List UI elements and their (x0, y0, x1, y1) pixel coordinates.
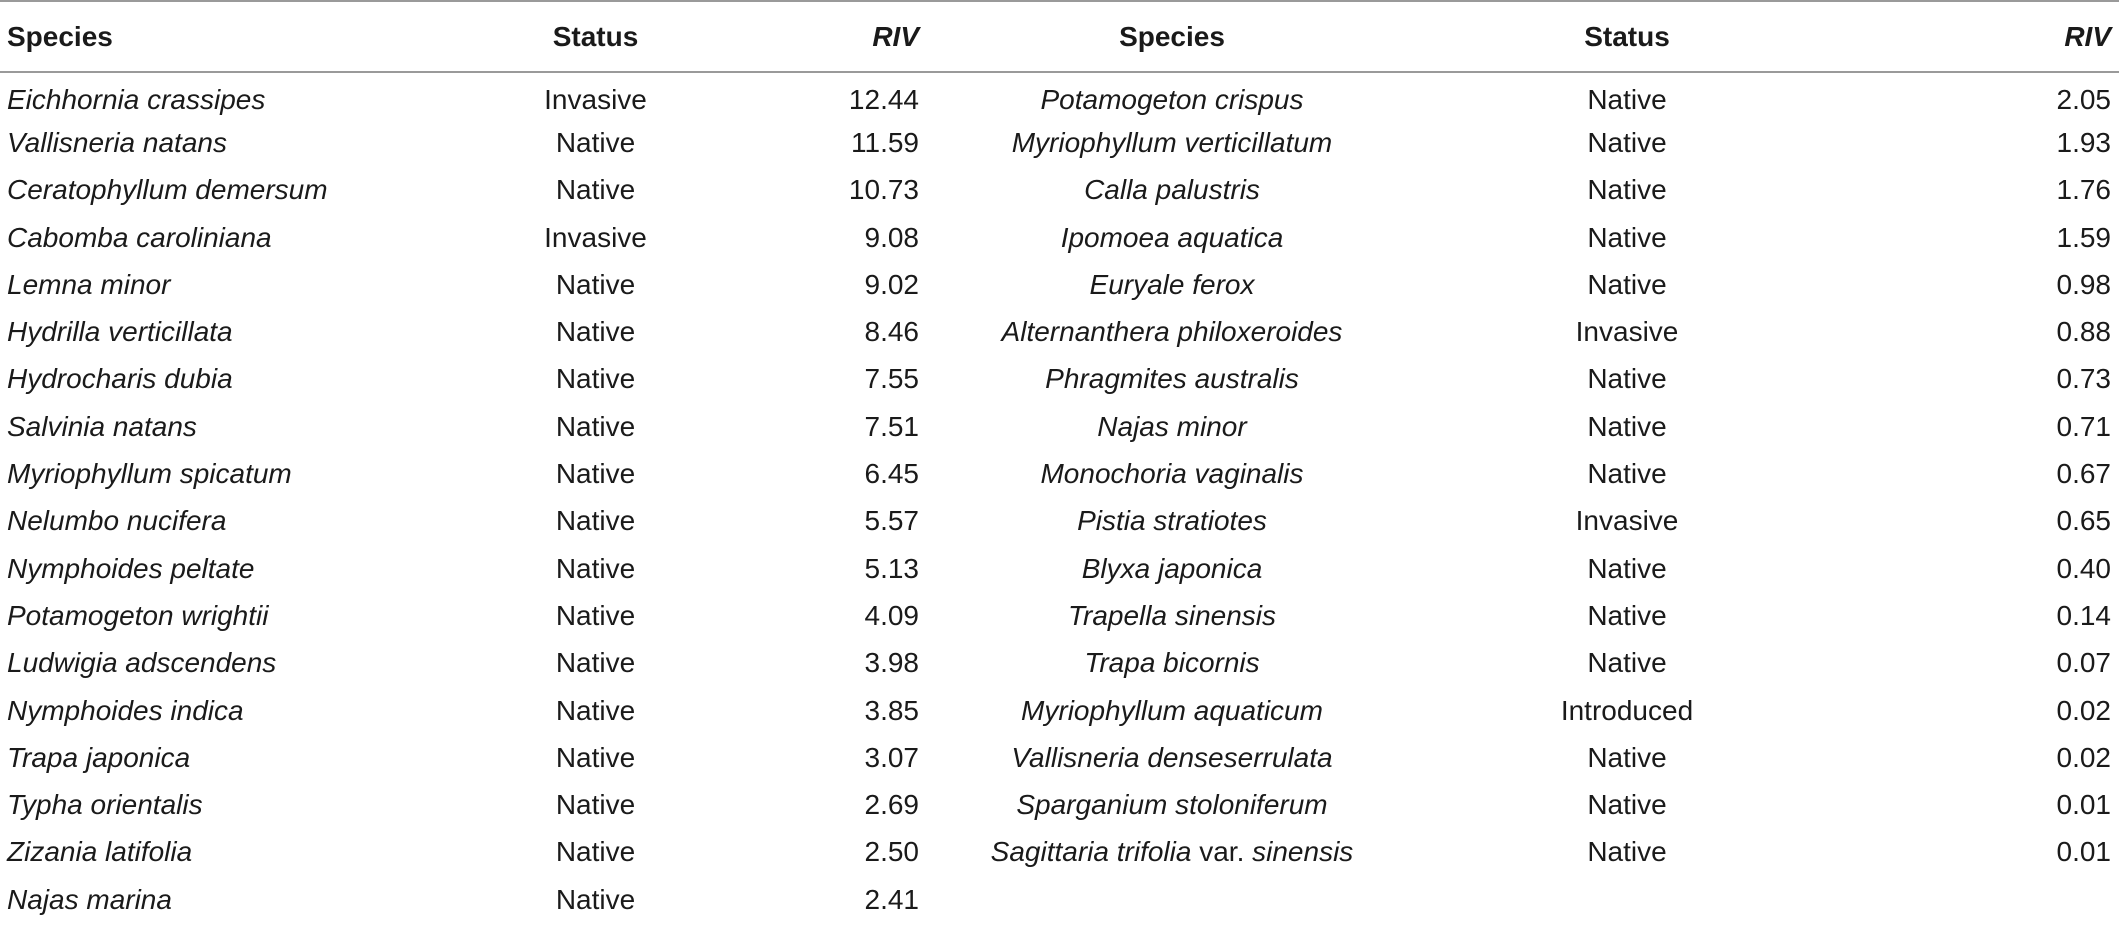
status-left-cell: Native (555, 458, 636, 490)
status-left-cell: Native (555, 126, 636, 158)
status-left-cell: Native (555, 599, 636, 631)
status-left-cell: Invasive (544, 221, 647, 253)
riv-right-cell: 1.76 (2056, 174, 2111, 206)
status-right-cell (1417, 876, 1837, 923)
status-left-cell: Native (555, 883, 636, 915)
species-left-cell: Cabomba caroliniana (7, 221, 272, 253)
riv-right-cell: 0.88 (2056, 316, 2111, 348)
species-right-cell: Myriophyllum aquaticum (1021, 694, 1323, 726)
status-right-cell: Native (1587, 410, 1667, 442)
species-right-cell: Vallisneria denseserrulata (1011, 741, 1333, 773)
status-left-cell: Native (555, 410, 636, 442)
status-right-cell: Native (1587, 221, 1667, 253)
species-left-cell: Ceratophyllum demersum (7, 174, 328, 206)
species-name-part: Sagittaria trifolia (990, 836, 1192, 868)
riv-left-cell: 9.02 (864, 268, 919, 300)
status-right-cell: Native (1587, 836, 1667, 868)
riv-right-cell: 2.05 (2056, 84, 2111, 116)
riv-left-cell: 6.45 (864, 458, 919, 490)
status-left-cell: Native (555, 505, 636, 537)
header-species-right: Species (927, 1, 1417, 72)
species-left-cell: Nymphoides peltate (7, 552, 255, 584)
riv-left-cell: 2.50 (864, 836, 919, 868)
riv-left-cell: 3.07 (864, 741, 919, 773)
riv-left-cell: 11.59 (851, 126, 919, 158)
table-row (0, 403, 2119, 450)
species-left-cell: Typha orientalis (7, 789, 203, 821)
species-right-cell: Najas minor (1097, 410, 1247, 442)
species-left-cell: Eichhornia crassipes (7, 84, 266, 116)
riv-right-cell: 0.71 (2056, 410, 2111, 442)
species-right-cell: Calla palustris (1084, 174, 1260, 206)
riv-right-cell: 0.40 (2056, 552, 2111, 584)
header-riv-right: RIV (1837, 1, 2119, 72)
riv-right-cell (1837, 876, 2119, 923)
riv-right-cell: 0.01 (2056, 836, 2111, 868)
species-left-cell: Zizania latifolia (7, 836, 193, 868)
status-left-cell: Native (555, 268, 636, 300)
species-right-cell: Potamogeton crispus (1040, 84, 1304, 116)
species-right-cell: Sparganium stoloniferum (1016, 789, 1328, 821)
status-left-cell: Native (555, 647, 636, 679)
table-row (0, 829, 2119, 876)
species-right-cell: Blyxa japonica (1081, 552, 1263, 584)
status-right-cell: Invasive (1575, 316, 1679, 348)
riv-right-cell: 0.98 (2056, 268, 2111, 300)
status-left-cell: Native (555, 316, 636, 348)
table-row (0, 356, 2119, 403)
table-row (0, 167, 2119, 214)
riv-right-cell: 0.02 (2056, 694, 2111, 726)
status-left-cell: Native (555, 363, 636, 395)
table-row (0, 450, 2119, 497)
status-right-cell: Native (1587, 647, 1667, 679)
species-right-cell: Phragmites australis (1045, 363, 1299, 395)
riv-right-cell: 1.59 (2056, 221, 2111, 253)
species-right-cell: Ipomoea aquatica (1060, 221, 1284, 253)
status-left-cell: Native (555, 174, 636, 206)
species-left-cell: Lemna minor (7, 268, 171, 300)
riv-right-cell: 0.01 (2056, 789, 2111, 821)
table-row (0, 261, 2119, 308)
status-right-cell: Native (1587, 458, 1667, 490)
species-right-cell (927, 876, 1417, 923)
species-right-cell: Monochoria vaginalis (1040, 458, 1304, 490)
riv-left-cell: 2.69 (864, 789, 919, 821)
species-right-cell: Pistia stratiotes (1077, 505, 1267, 537)
table-row (0, 545, 2119, 592)
species-right-cell (927, 829, 1417, 876)
status-left-cell: Native (555, 741, 636, 773)
table-row (0, 119, 2119, 166)
status-right-cell: Native (1587, 789, 1667, 821)
header-species-left: Species (0, 1, 504, 72)
header-row (0, 1, 2119, 72)
status-right-cell: Native (1587, 268, 1667, 300)
status-right-cell: Native (1587, 552, 1667, 584)
status-right-cell: Native (1587, 741, 1667, 773)
riv-right-cell: 0.14 (2056, 599, 2111, 631)
table-row (0, 687, 2119, 734)
riv-left-cell: 2.41 (864, 883, 919, 915)
table-header (0, 1, 2119, 72)
species-left-cell: Hydrocharis dubia (7, 363, 233, 395)
table-row (0, 592, 2119, 639)
species-variety-part: sinensis (1252, 836, 1354, 868)
species-left-cell: Hydrilla verticillata (7, 316, 233, 348)
riv-left-cell: 12.44 (848, 84, 919, 116)
table-row (0, 876, 2119, 923)
riv-right-cell: 0.07 (2056, 647, 2111, 679)
table-row (0, 308, 2119, 355)
header-status-left: Status (504, 1, 687, 72)
table-row (0, 734, 2119, 781)
table-row (0, 640, 2119, 687)
species-right-cell: Trapa bicornis (1084, 647, 1260, 679)
riv-right-cell: 1.93 (2056, 126, 2111, 158)
status-right-cell: Invasive (1575, 505, 1679, 537)
status-right-cell: Native (1587, 126, 1667, 158)
riv-left-cell: 3.98 (864, 647, 919, 679)
riv-left-cell: 10.73 (848, 174, 919, 206)
species-left-cell: Potamogeton wrightii (7, 599, 269, 631)
status-right-cell: Native (1587, 599, 1667, 631)
species-left-cell: Nymphoides indica (7, 694, 244, 726)
riv-left-cell: 8.46 (864, 316, 919, 348)
status-left-cell: Native (555, 552, 636, 584)
species-left-cell: Najas marina (7, 883, 172, 915)
header-status-right: Status (1417, 1, 1837, 72)
riv-left-cell: 4.09 (864, 599, 919, 631)
species-left-cell: Trapa japonica (7, 741, 191, 773)
table-row (0, 498, 2119, 545)
riv-left-cell: 5.57 (864, 505, 919, 537)
riv-right-cell: 0.67 (2056, 458, 2111, 490)
table-row (0, 214, 2119, 261)
status-right-cell: Native (1587, 363, 1667, 395)
status-right-cell: Native (1587, 174, 1667, 206)
species-var-part: var. (1191, 836, 1253, 868)
species-left-cell: Myriophyllum spicatum (7, 458, 292, 490)
status-left-cell: Native (555, 789, 636, 821)
status-right-cell: Introduced (1560, 694, 1694, 726)
status-left-cell: Native (555, 836, 636, 868)
riv-left-cell: 7.51 (864, 410, 919, 442)
species-right-cell: Alternanthera philoxeroides (1001, 316, 1343, 348)
riv-left-cell: 5.13 (864, 552, 919, 584)
riv-left-cell: 3.85 (864, 694, 919, 726)
table-body (0, 72, 2119, 923)
table-row (0, 781, 2119, 828)
species-left-cell: Nelumbo nucifera (7, 505, 227, 537)
riv-right-cell: 0.02 (2056, 741, 2111, 773)
status-right-cell: Native (1587, 84, 1667, 116)
table-row (0, 72, 2119, 119)
species-right-cell: Euryale ferox (1089, 268, 1255, 300)
status-left-cell: Native (555, 694, 636, 726)
species-right-cell: Trapella sinensis (1067, 599, 1277, 631)
species-left-cell: Vallisneria natans (7, 126, 227, 158)
species-right-cell: Myriophyllum verticillatum (1011, 126, 1333, 158)
riv-left-cell: 7.55 (864, 363, 919, 395)
status-left-cell: Invasive (544, 84, 647, 116)
riv-right-cell: 0.73 (2056, 363, 2111, 395)
header-riv-left: RIV (687, 1, 927, 72)
riv-left-cell: 9.08 (864, 221, 919, 253)
species-left-cell: Salvinia natans (7, 410, 197, 442)
species-left-cell: Ludwigia adscendens (7, 647, 277, 679)
riv-right-cell: 0.65 (2056, 505, 2111, 537)
